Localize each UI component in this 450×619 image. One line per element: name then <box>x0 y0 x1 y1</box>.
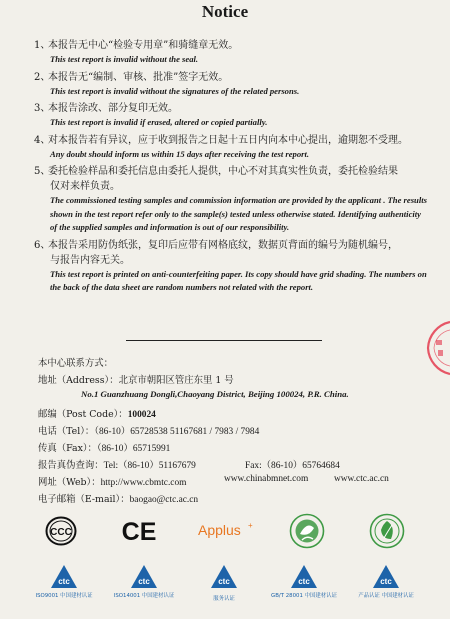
applus-logo-icon <box>198 518 260 542</box>
item-text-cn: 委托检验样品和委托信息由委托人提供，中心不对其真实性负责，委托检验结果 <box>48 166 398 177</box>
item-text-en: The commissioned testing samples and commission information are provided by the applicant . The results shown in the test report refer only to the sample(s) tested unless otherwise stated. Identifying authenticity of the supplied samples and information is out of our responsibility. <box>50 195 427 232</box>
ccc-mark-icon <box>45 516 77 546</box>
web-link-1[interactable]: http://www.cbmtc.com <box>100 478 187 488</box>
postcode-label: 邮编（Post Code）： <box>38 409 128 420</box>
ctc-text: ctc <box>218 577 230 586</box>
item-text-cn: 对本报告若有异议，应于收到报告之日起十五日内向本中心提出，逾期恕不受理。 <box>48 134 408 146</box>
item-text-en: This test report is invalid if erased, altered or copied partially. <box>50 117 268 127</box>
ctc-text: ctc <box>380 577 392 586</box>
item-text-cn: 本报告采用防伪纸张，复印后应带有网格底纹，数据页背面的编号为随机编号， <box>48 239 398 251</box>
ctc-iso14001-icon <box>130 564 158 590</box>
ctc-product-icon <box>372 564 400 590</box>
item-text-cn: 本报告无“编制、审核、批准”签字无效。 <box>48 71 229 83</box>
item-number: 1、 <box>34 40 51 51</box>
green-label-icon <box>289 513 325 549</box>
item-text-cn-continued: 与报告内容无关。 <box>50 254 130 266</box>
item-text-cn: 本报告无中心“检验专用章”和骑缝章无效。 <box>48 40 239 51</box>
web-link-3[interactable]: www.ctc.ac.cn <box>334 474 389 484</box>
logo-label-gbt28001: GB/T 28001 中国建材认证 <box>271 593 337 599</box>
address-label: 地址（Address）： <box>38 375 119 386</box>
fax-value: （86-10）65715991 <box>96 444 171 454</box>
tel-value: （86-10）65728538 51167681 / 7983 / 7984 <box>94 427 260 437</box>
item-number: 6、 <box>34 239 51 251</box>
item-text-en: This test report is invalid without the seal. <box>50 54 199 64</box>
item-number: 4、 <box>34 134 51 146</box>
item-number: 2、 <box>34 71 51 83</box>
svg-text:+: + <box>248 521 253 530</box>
logo-label-service: 服务认证 <box>213 596 235 602</box>
logo-label-product: 产品认证 中国建材认证 <box>358 593 414 599</box>
item-text-en: Any doubt should inform us within 15 days after receiving the test report. <box>50 148 310 159</box>
verify-fax: Fax:（86-10）65764684 <box>245 461 340 471</box>
address-en: No.1 Guanzhuang Dongli,Chaoyang District, Beijing 100024, P.R. China. <box>81 389 349 399</box>
fax-label: 传真（Fax）： <box>38 443 97 454</box>
ctc-text: ctc <box>58 577 70 586</box>
svg-text:CCC: CCC <box>50 527 72 538</box>
logo-label-iso9001: ISO9001 中国建材认证 <box>35 593 93 599</box>
ctc-service-icon <box>210 564 238 590</box>
environmental-label-icon <box>369 513 405 549</box>
ce-mark-text: CE <box>122 518 156 546</box>
item-text-en: This test report is printed on anti-counterfeiting paper. Its copy should have grid shading. The numbers on the back of the data sheet are random numbers not related with the report. <box>50 268 427 292</box>
web-link-2[interactable]: www.chinabmnet.com <box>224 474 309 484</box>
item-text-en: This test report is invalid without the signatures of the related persons. <box>50 85 300 96</box>
item-text-cn-continued: 仅对来样负责。 <box>50 181 120 192</box>
ctc-gbt28001-icon <box>290 564 318 590</box>
ctc-text: ctc <box>298 577 310 586</box>
page-title: Notice <box>201 2 249 21</box>
email-value[interactable]: baogao@ctc.ac.cn <box>129 495 199 505</box>
verify-label: 报告真伪查询： <box>38 460 104 471</box>
address-cn: 北京市朝阳区管庄东里 1 号 <box>118 375 234 386</box>
email-label: 电子邮箱（E-mail）： <box>38 494 130 505</box>
item-number: 3、 <box>34 103 51 114</box>
logo-label-iso14001: ISO14001 中国建材认证 <box>113 593 175 599</box>
postcode-value: 100024 <box>127 410 156 420</box>
item-text-cn: 本报告涂改、部分复印无效。 <box>48 103 178 114</box>
ctc-iso9001-icon <box>50 564 78 590</box>
applus-logo-text: Applus <box>198 522 241 538</box>
tel-label: 电话（Tel）： <box>38 426 95 437</box>
verify-tel: Tel:（86-10）51167679 <box>103 461 196 471</box>
ce-mark-icon <box>122 516 156 546</box>
ctc-text: ctc <box>138 577 150 586</box>
contact-heading: 本中心联系方式： <box>38 358 114 369</box>
web-label: 网址（Web）： <box>38 477 101 488</box>
item-number: 5、 <box>34 166 51 177</box>
